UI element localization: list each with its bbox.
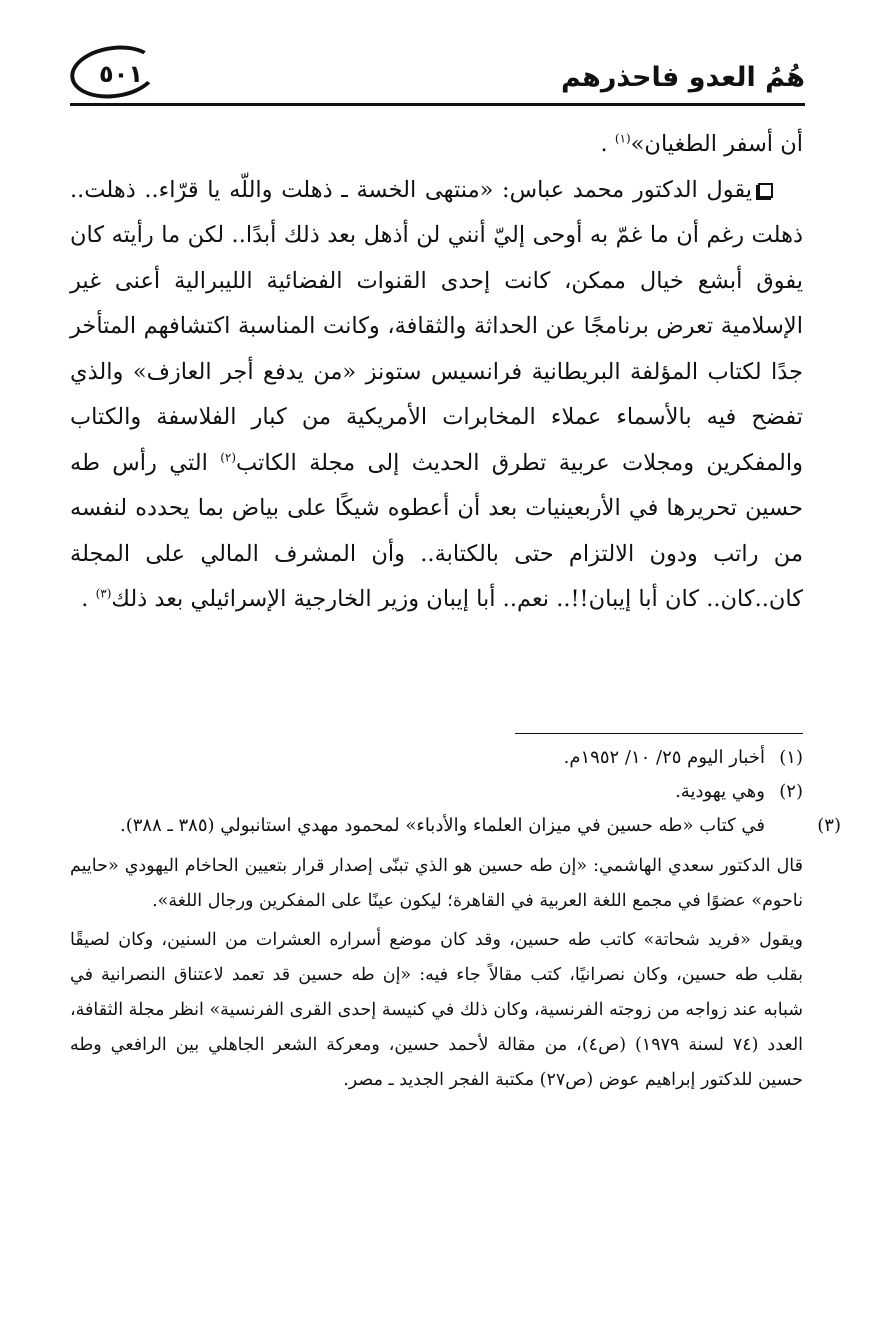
page-number: ٥٠١ (99, 60, 143, 88)
footnote-3 (70, 809, 841, 843)
footnote-continuation (70, 849, 803, 1098)
page-header (70, 38, 805, 106)
footnote-text: وهي يهودية. (675, 781, 765, 802)
text-span: . (600, 131, 615, 157)
footnotes (70, 741, 841, 1102)
note-paragraph: ويقول «فريد شحاتة» كاتب طه حسين، وقد كان موضع أسراره العشرات من السنين، وكان لصيقًا بقلب طه حسين، وكان نصرانيًا، كتب مقالاً جاء فيه: «إن طه حسين قد تعمد لاعتناق النصرانية في شبابه عند زواجه من زوجته الفرنسية، وكان ذلك في كنيسة إحدى القرى الفرنسية» انظر مجلة الثقافة، العدد (٧٤ لسنة ١٩٧٩) (ص٤)، من مقالة لأحمد حسين، ومعركة الشعر الجاهلي بين الرافعي وطه حسين للدكتور إبراهيم عوض (ص٢٧) مكتبة الفجر الجديد ـ مصر. (70, 930, 804, 1090)
text-span: التي رأس طه حسين تحريرها في الأربعينيات بعد أن أعطوه شيكًا على بياض بما يحدده لنفسه من راتب ودون الالتزام حتى بالكتابة.. وأن المشرف المالي على المجلة كان..كان.. كان أبا إيبان!!.. نعم.. أبا إيبان وزير الخارجية الإسرائيلي بعد ذلك (70, 449, 803, 612)
footnote-ref: (٢) (220, 450, 237, 464)
footnote-text: في كتاب «طه حسين في ميزان العلماء والأدباء» لمحمود مهدي استانبولي (٣٨٥ ـ ٣٨٨). (120, 815, 765, 836)
note-paragraph: قال الدكتور سعدي الهاشمي: «إن طه حسين هو الذي تبنّى إصدار قرار بتعيين الحاخام اليهودي «حاييم ناحوم» عضوًا في مجمع اللغة العربية في القاهرة؛ ليكون عينًا على المفكرين ورجال اللغة». (70, 856, 803, 911)
header-rule (70, 103, 805, 106)
footnote-2 (70, 775, 803, 809)
running-title: هُمُ العدو فاحذرهم (560, 62, 805, 93)
footnote-divider (515, 733, 803, 734)
footnote-1 (70, 741, 803, 775)
footnote-number: (٢) (779, 781, 803, 802)
text-span: . (81, 586, 96, 612)
footnote-ref: (١) (614, 131, 631, 146)
paragraph (70, 168, 803, 623)
square-bullet-icon (758, 183, 773, 198)
footnote-ref: (٣) (95, 586, 112, 601)
text-span: أن أسفر الطغيان» (630, 131, 803, 157)
text-span: يقول الدكتور محمد عباس: «منتهى الخسة ـ ذهلت واللّه يا قرّاء.. ذهلت.. ذهلت رغم أن ما غمّ به أوحى إليّ أنني لن أذهل بعد ذلك أبدًا.. لكن ما رأيته كان يفوق أبشع خيال ممكن، كانت إحدى القنوات الفضائية الليبرالية أعنى غير الإسلامية تعرض برنامجًا عن الحداثة والثقافة، وكانت المناسبة اكتشافهم المتأخر جدًا لكتاب المؤلفة البريطانية فرانسيس ستونز «من يدفع أجر العازف» والذي تفضح فيه بالأسماء عملاء المخابرات الأمريكية من كبار الفلاسفة والكتاب والمفكرين ومجلات عربية تطرق الحديث إلى مجلة الكاتب (70, 176, 803, 476)
main-text (70, 122, 803, 623)
footnote-text: أخبار اليوم ٢٥/ ١٠/ ١٩٥٢م. (563, 747, 765, 768)
opening-line (70, 122, 803, 168)
footnote-number: (٣) (817, 815, 841, 836)
footnote-number: (١) (779, 747, 803, 768)
